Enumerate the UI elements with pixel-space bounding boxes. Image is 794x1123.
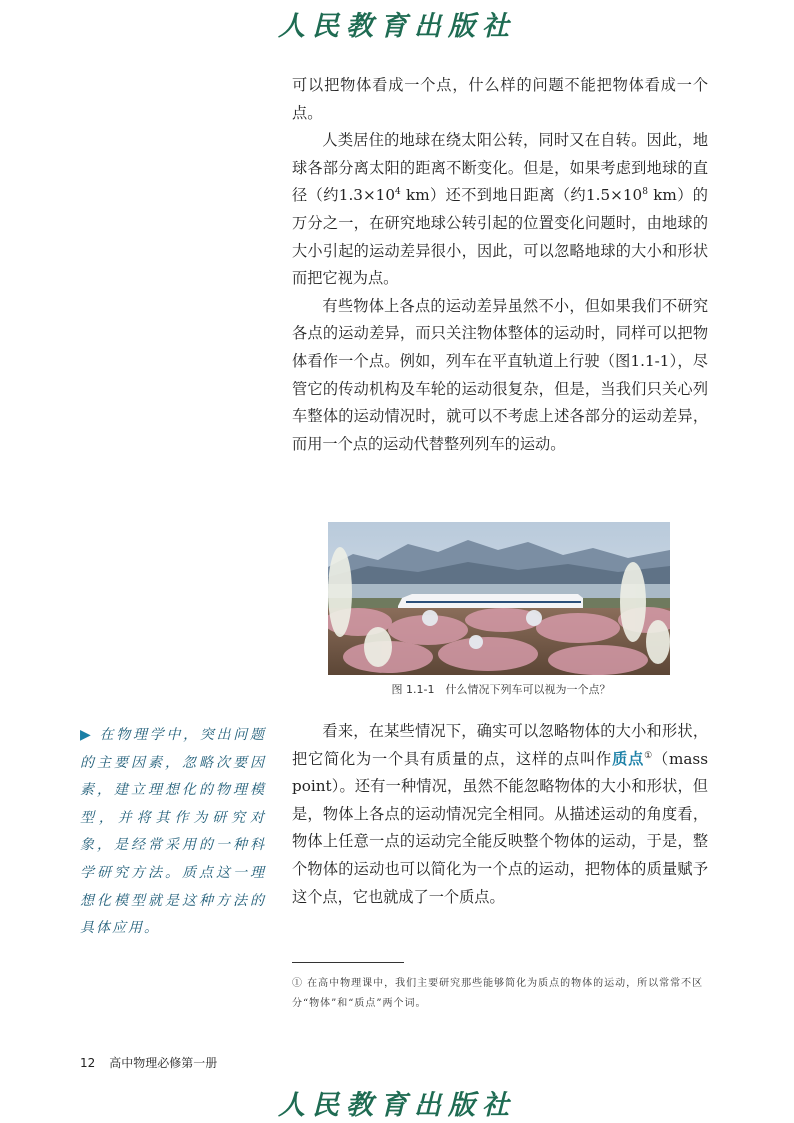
paragraph-4: 看来，在某些情况下，确实可以忽略物体的大小和形状，把它简化为一个具有质量的点，这样的点叫作质点①（mass point）。还有一种情况，虽然不能忽略物体的大小和形状，但是，物体上各点的运动情况完全相同。从描述运动的角度看，物体上任意一点的运动完全能反映整个物体的运动，于是，整个物体的运动也可以简化为一个点的运动，把物体的质量赋予这个点，它也就成了一个质点。 xyxy=(292,722,709,906)
triangle-marker-icon: ▶ xyxy=(80,727,94,743)
page-footer xyxy=(80,1054,231,1071)
sidenote xyxy=(80,722,266,943)
term-mass-point: 质点 xyxy=(612,749,645,768)
body-text-top xyxy=(292,72,708,458)
publisher-logo-bottom: 人民教育出版社 xyxy=(278,1090,516,1121)
paragraph-2: 人类居住的地球在绕太阳公转，同时又在自转。因此，地球各部分离太阳的距离不断变化。但是，如果考虑到地球的直径（约$1.3\times 10^4$ km）还不到地日距离（约$1.5\times 10^8$ km）的万分之一，在研究地球公转引起的位置变化问题时，由地球的大小引起的运动差异很小，因此，可以忽略地球的大小和形状而把它视为点。 xyxy=(292,131,708,288)
paragraph-3: 有些物体上各点的运动差异虽然不小，但如果我们不研究各点的运动差异，而只关注物体整体的运动时，同样可以把物体看作一个点。例如，列车在平直轨道上行驶（图1.1-1），尽管它的传动机构及车轮的运动很复杂，但是，当我们只关心列车整体的运动情况时，就可以不考虑上述各部分的运动差异，而用一个点的运动代替整列列车的运动。 xyxy=(292,296,708,453)
page-number: 12 xyxy=(80,1056,96,1070)
figure-caption: 图 1.1-1 什么情况下列车可以视为一个点？ xyxy=(391,683,611,696)
footnote-divider xyxy=(292,962,404,963)
paragraph-1: 可以把物体看成一个点，什么样的问题不能把物体看成一个点。 xyxy=(292,76,708,122)
footnote: ① 在高中物理课中，我们主要研究那些能够简化为质点的物体的运动，所以常常不区分“物体”和“质点”两个词。 xyxy=(292,978,704,1009)
train-photo xyxy=(328,522,670,675)
publisher-logo-top: 人民教育出版社 xyxy=(278,11,516,42)
body-text-bottom xyxy=(292,718,708,911)
book-title: 高中物理必修第一册 xyxy=(109,1056,218,1070)
sidenote-text: 在物理学中，突出问题的主要因素，忽略次要因素，建立理想化的物理模型，并将其作为研究对象，是经常采用的一种科学研究方法。质点这一理想化模型就是这种方法的具体应用。 xyxy=(80,727,266,937)
